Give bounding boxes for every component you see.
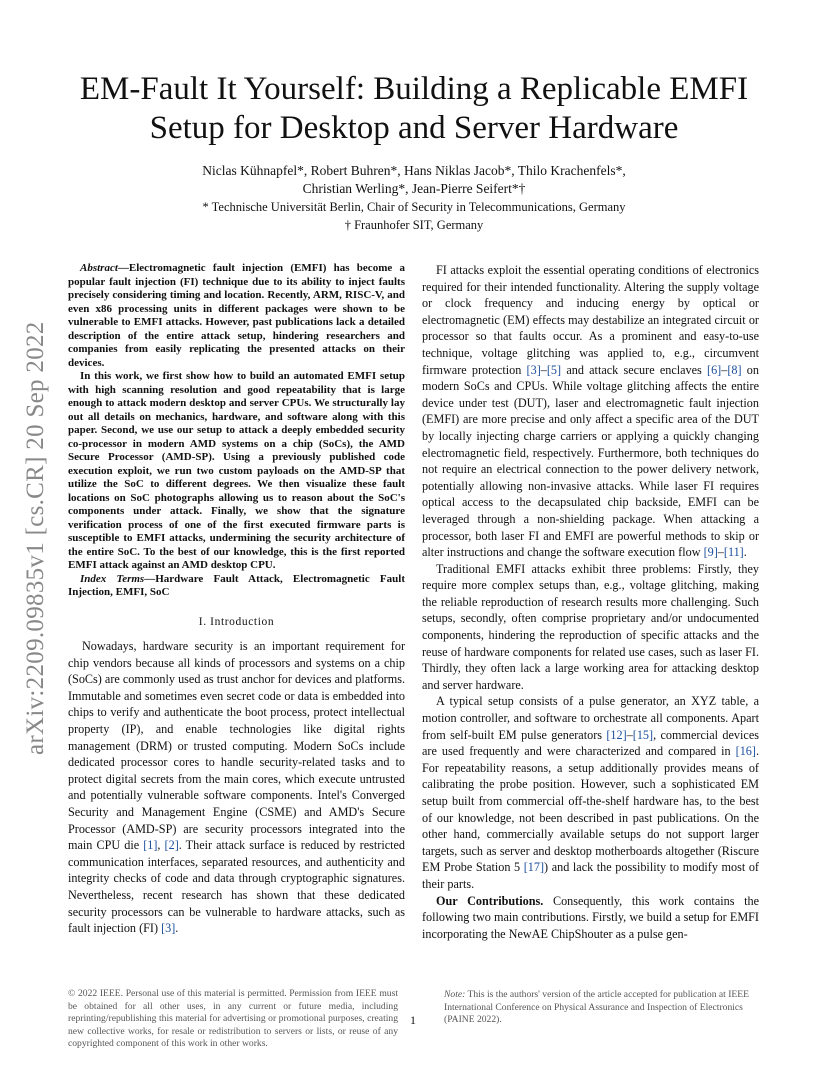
title-line-2: Setup for Desktop and Server Hardware [149, 110, 679, 146]
abstract-label: Abstract [80, 262, 118, 274]
citation-link[interactable]: [6] [707, 362, 722, 377]
paper-title [0, 70, 828, 148]
problems-paragraph: Traditional EMFI attacks exhibit three problems: Firstly, they require more complex setups than, e.g., voltage glitching, making the reliable reproduction of research results more challenging. Such setups, secondly, often comprise proprietary and/or undocumented components, hindering the reproduction of specific attacks and the reuse of hardware components for related use cases, such as laser FI. Thirdly, they often lack a large working area for attacking desktop and server hardware. [422, 561, 759, 692]
index-terms-label: Index Terms [80, 572, 145, 585]
arxiv-identifier: arXiv:2209.09835v1 [cs.CR] 20 Sep 2022 [22, 321, 49, 755]
setup-text-a: A typical setup consists of a pulse generator, an XYZ table, a motion controller, and software to orchestrate all components. Apart from self-built EM pulse generators [422, 694, 759, 742]
fi-text-a: FI attacks exploit the essential operating conditions of electronics required for their intended functionality. Altering the supply voltage or clock frequency and inducing energy by optical or electromagnetic (EM) effects may destabilize an integrated circuit or processor so that faults occur. As a prominent and easy-to-use technique, voltage glitching was applied to, e.g., circumvent firmware protection [422, 263, 759, 377]
contributions-paragraph [422, 893, 759, 943]
abstract-paragraph-2: In this work, we first show how to build an automated EMFI setup with high scanning resolution and good repeatability that is large enough to attack modern desktop and server CPUs. We structurally lay out all details on mechanics, hardware, and software along with this paper. Second, we use our setup to attack a deeply embedded security co-processor in modern AMD systems on a chip (SoCs), the AMD Secure Processor (AMD-SP). Using a previously published code execution exploit, we run two custom payloads on the AMD-SP that utilize the SoC to different degrees. We then visualize these fault locations on SoC photographs allowing us to reason about the SoC's components under attack. Finally, we show that the signature verification process of one of the first executed firmware parts is susceptible to EMFI attacks, undermining the security architecture of the entire SoC. To the best of our knowledge, this is the first reported EMFI attack against an AMD desktop CPU. [68, 370, 405, 571]
setup-paragraph: A typical setup consists of a pulse generator, an XYZ table, a motion controller, and software to orchestrate all components. Apart from self-built EM pulse generators [12]–[15], commercial devices are used frequently and were characterized and compared in [16]. For repeatability reasons, a setup additionally provides means of calibrating the probe position. However, such a sophisticated EM setup built from commercial off-the-shelf hardware has, to the best of our knowledge, not been described in past publications. On the other hand, commercially available setups do not support larger targets, such as server and desktop motherboards altogether (Riscure EM Probe Station 5 [17]) and lack the possibility to modify most of their parts. [422, 694, 759, 891]
citation-link[interactable]: [15] [632, 727, 654, 742]
affiliation-1: * Technische Universität Berlin, Chair of Security in Telecommunications, Germany [202, 200, 626, 214]
citation-link[interactable]: [2] [164, 838, 179, 853]
citation-link[interactable]: [1] [143, 838, 158, 853]
index-terms-text: —Hardware Fault Attack, Electromagnetic Fault Injection, EMFI, SoC [68, 572, 405, 598]
intro-paragraph: Nowadays, hardware security is an important requirement for chip vendors because all kinds of processors and systems on a chip (SoCs) are commonly used as trust anchor for devices and platforms. Immutable and sometimes even secret code or data is embedded into chips to verify and authenticate the boot process, protect intellectual property (IP), and enable technologies like digital rights management (DRM) or trusted computing. Modern SoCs include dedicated processor cores to handle security-related tasks and to protect digital secrets from the main cores, which execute untrusted and potentially vulnerable software components. Intel's Converged Security and Management Engine (CSME) and AMD's Secure Processor (AMD-SP) are security processors integrated into the main CPU die [1], [2]. Their attack surface is reduced by restricted communication interfaces, separated resources, and authenticity and integrity checks of code and data through cryptographic signatures. Nevertheless, recent research has shown that these dedicated security processors can be vulnerable to hardware attacks, such as fault injection (FI) [3]. [68, 639, 406, 936]
fi-text-b: and attack secure enclaves [561, 362, 708, 377]
left-column [68, 262, 405, 937]
citation-link[interactable]: [11] [723, 545, 744, 560]
intro-text-b: . Their attack surface is reduced by restricted communication interfaces, separated resources, and authenticity and integrity checks of code and data through cryptographic signatures. Nevertheless, recent research has shown that these dedicated security processors can be vulnerable to hardware attacks, such as fault injection (FI) [68, 838, 406, 936]
copyright-notice: © 2022 IEEE. Personal use of this material is permitted. Permission from IEEE must be obtained for all other uses, in any current or future media, including reprinting/republishing this material for advertising or promotional purposes, creating new collective works, for resale or redistribution to servers or lists, or reuse of any copyrighted component of this work in other works. [68, 988, 398, 1049]
setup-text-b: , commercial devices are used frequently and were characterized and compared in [422, 727, 759, 759]
title-line-1: EM-Fault It Yourself: Building a Replicable EMFI [79, 71, 749, 107]
note-label: Note: [444, 989, 466, 1000]
abstract-paragraph-1 [68, 262, 405, 370]
author-block [0, 162, 828, 234]
right-column [422, 262, 759, 942]
contributions-label: Our Contributions. [436, 893, 544, 908]
note-text: This is the authors' version of the article accepted for publication at IEEE International Conference on Physical Assurance and Inspection of Electronics (PAINE 2022). [444, 989, 749, 1025]
citation-link[interactable]: [3] [526, 362, 541, 377]
page-number: 1 [410, 1013, 416, 1027]
setup-text-d: ) and lack the possibility to modify most of their parts. [422, 860, 759, 891]
citation-link[interactable]: [5] [546, 362, 562, 377]
authors-line-2: Christian Werling*, Jean-Pierre Seifert*† [302, 181, 526, 196]
citation-link[interactable]: [3] [161, 921, 176, 936]
citation-link[interactable]: [16] [735, 744, 756, 759]
setup-text-c: . For repeatability reasons, a setup additionally provides means of calibrating the probe position. However, such a sophisticated EM setup built from commercial off-the-shelf hardware has, to the best of our knowledge, not been described in past publications. On the other hand, commercially available setups do not support larger targets, such as server and desktop motherboards altogether (Riscure EM Probe Station 5 [422, 744, 759, 875]
authors-line-1: Niclas Kühnapfel*, Robert Buhren*, Hans Niklas Jacob*, Thilo Krachenfels*, [202, 163, 626, 178]
abstract-text-1: —Electromagnetic fault injection (EMFI) has become a popular fault injection (FI) technique due to its ability to inject faults precisely considering timing and location. Recently, ARM, RISC-V, and even x86 processing units in different packages were shown to be vulnerable to EMFI attacks. However, past publications lack a detailed description of the entire attack setup, hindering researchers and companies from easily replicating the presented attacks on their devices. [68, 262, 405, 369]
affiliation-2: † Fraunhofer SIT, Germany [344, 218, 484, 232]
citation-link[interactable]: [17] [523, 860, 545, 875]
intro-text-a: Nowadays, hardware security is an important requirement for chip vendors because all kinds of processors and systems on a chip (SoCs) are commonly used as trust anchor for devices and platforms. Immutable and sometimes even secret code or data is embedded into chips to verify and authenticate the boot process, protect intellectual property (IP), and enable technologies like digital rights management (DRM) or trusted computing. Modern SoCs include dedicated processor cores to handle security-related tasks and to protect digital secrets from the main cores, which execute untrusted and potentially vulnerable software components. Intel's Converged Security and Management Engine (CSME) and AMD's Secure Processor (AMD-SP) are security processors integrated into the main CPU die [68, 639, 405, 853]
section-heading: I. Introduction [198, 615, 275, 628]
citation-link[interactable]: [8] [727, 362, 742, 377]
contributions-text: Consequently, this work contains the following two main contributions. Firstly, we build a setup for EMFI incorporating the NewAE ChipShouter as a pulse gen- [422, 893, 759, 941]
fi-paragraph: FI attacks exploit the essential operating conditions of electronics required for their intended functionality. Altering the supply voltage or clock frequency and inducing energy by optical or electromagnetic (EM) effects may destabilize an integrated circuit or processor so that faults occur. As a prominent and easy-to-use technique, voltage glitching was applied to, e.g., circumvent firmware protection [3]–[5] and attack secure enclaves [6]–[8] on modern SoCs and CPUs. While voltage glitching affects the entire device under test (DUT), laser and electromagnetic fault injection (EMFI) are more precise and only affect a specific area of the DUT by locally injecting charge carriers or applying a quickly changing electromagnetic field, respectively. Furthermore, both techniques do not require an electrical connection to the power delivery network, potentially allowing non-invasive attacks. While laser FI requires optical access to the decapsulated chip backside, EMFI can be leveraged through a non-shielding package. When attacking a processor, both laser FI and EMFI are powerful methods to skip or alter instructions and change the software execution flow [9]–[11]. [422, 263, 759, 560]
publication-note [444, 989, 762, 1027]
index-terms [68, 573, 405, 600]
citation-link[interactable]: [12] [606, 727, 627, 742]
citation-link[interactable]: [9] [703, 545, 718, 560]
fi-text-c: on modern SoCs and CPUs. While voltage glitching affects the entire device under test (DUT), laser and electromagnetic fault injection (EMFI) are more precise and only affect a specific area of the DUT by locally injecting charge carriers or applying a quickly changing electromagnetic field, respectively. Furthermore, both techniques do not require an electrical connection to the power delivery network, potentially allowing non-invasive attacks. While laser FI requires optical access to the decapsulated chip backside, EMFI can be leveraged through a non-shielding package. When attacking a processor, both laser FI and EMFI are powerful methods to skip or alter instructions and change the software execution flow [422, 362, 759, 560]
